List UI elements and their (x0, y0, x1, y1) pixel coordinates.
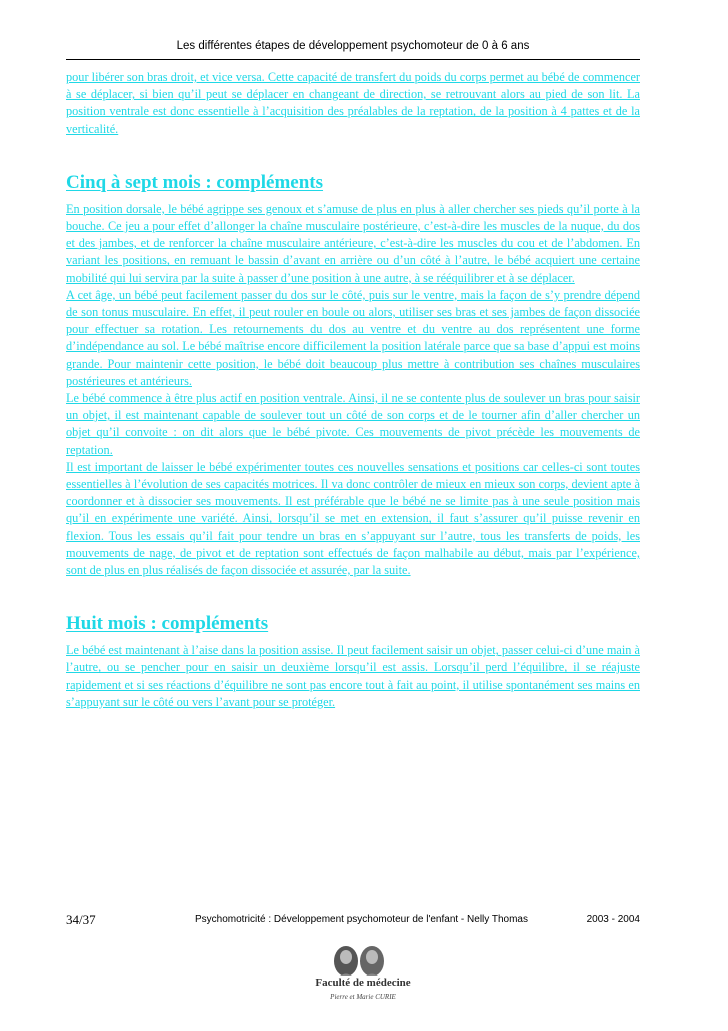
logo-subtitle: Pierre et Marie CURIE (330, 993, 396, 1001)
faculty-logo (296, 943, 430, 1011)
section1-paragraph-3[interactable]: Le bébé commence à être plus actif en position ventrale. Ainsi, il ne se contente plus de soulever un bras pour saisir un objet, il est maintenant capable de soulever tout un côté de son corps et de le tourner afin d’aller chercher un objet qu’il convoite : on dit alors que le bébé pivote. Ces mouvements de pivot précède les mouvements de reptation. (66, 391, 640, 457)
section1-paragraph-4[interactable]: Il est important de laisser le bébé expérimenter toutes ces nouvelles sensations et positions car celles-ci sont toutes essentielles à l’évolution de ses capacités motrices. Il va donc contrôler de mieux en mieux son corps, devient apte à coordonner et à dissocier ses mouvements. Il est préférable que le bébé ne se limite pas à une seule position mais qu’il en expérimente une variété. Ainsi, lorsqu’il se met en extension, il faut s’assurer qu’il puisse revenir en flexion. Tous les essais qu’il fait pour tendre un bras en s’appuyant sur l’autre, tous les transferts de poids, les mouvements de nage, de pivot et de reptation sont effectués de façon malhabile au début, mais par l’expérience, sont de plus en plus réalisés de façon dissociée et assurée, par la suite. (66, 459, 640, 578)
section-heading-eight-months[interactable]: Huit mois : compléments (66, 613, 269, 635)
running-header: Les différentes étapes de développement psychomoteur de 0 à 6 ans (176, 40, 530, 52)
section2-paragraph-1[interactable]: Le bébé est maintenant à l’aise dans la position assise. Il peut facilement saisir un objet, passer celui-ci d’une main à l’autre, ou se pencher pour en saisir un deuxième lorsqu’il est assis. Lorsqu’il perd l’équilibre, il se réajuste rapidement et si ses réactions d’équilibre ne sont pas encore tout à fait au point, il utilise spontanément ses mains en s’appuyant sur le côté ou vers l’avant pour se protéger. (66, 643, 640, 709)
header-rule (66, 59, 640, 60)
logo-title: Faculté de médecine (315, 977, 411, 989)
page-number: 34/37 (66, 912, 96, 927)
section-heading-five-to-seven-months[interactable]: Cinq à sept mois : compléments (66, 171, 324, 193)
section1-paragraph-1[interactable]: En position dorsale, le bébé agrippe ses genoux et s’amuse de plus en plus à aller chercher ses pieds qu’il porte à la bouche. Ce jeu a pour effet d’allonger la chaîne musculaire postérieure, c’est-à-dire les muscles de la nuque, du dos et des jambes, et de renforcer la chaîne musculaire antérieure, c’est-à-dire les muscles du cou et de l’abdomen. En variant les positions, en remuant le bassin d’avant en arrière ou d’un côté à l’autre, le bébé acquiert une certaine mobilité qui lui servira par la suite à passer d’une position à une autre, à se rééquilibrer et à se déplacer. (66, 201, 640, 285)
intro-paragraph[interactable]: pour libérer son bras droit, et vice versa. Cette capacité de transfert du poids du corps permet au bébé de commencer à se déplacer, si bien qu’il peut se déplacer en changeant de direction, se retrouvant alors au pied de son lit. La position ventrale est donc essentielle à l’acquisition des préalables de la reptation, de la position à 4 pattes et de la verticalité. (66, 70, 640, 136)
footer-title: Psychomotricité : Développement psychomoteur de l'enfant - Nelly Thomas (195, 914, 528, 925)
section1-paragraph-2[interactable]: A cet âge, un bébé peut facilement passer du dos sur le côté, puis sur le ventre, mais la façon de s’y prendre dépend de son tonus musculaire. En effet, il peut rouler en boule ou alors, utiliser ses bras et ses jambes de façon dissociée pour effectuer sa rotation. Les retournements du dos au ventre et du ventre au dos représentent une forme d’indépendance au sol. Le bébé maîtrise encore difficilement la position latérale parce que sa base d’appui est moins grande. Pour maintenir cette position, le bébé doit beaucoup plus mettre à contribution ses chaînes musculaires postérieures et antérieurs. (66, 287, 640, 388)
footer-year: 2003 - 2004 (586, 914, 640, 925)
page-body (66, 69, 640, 711)
